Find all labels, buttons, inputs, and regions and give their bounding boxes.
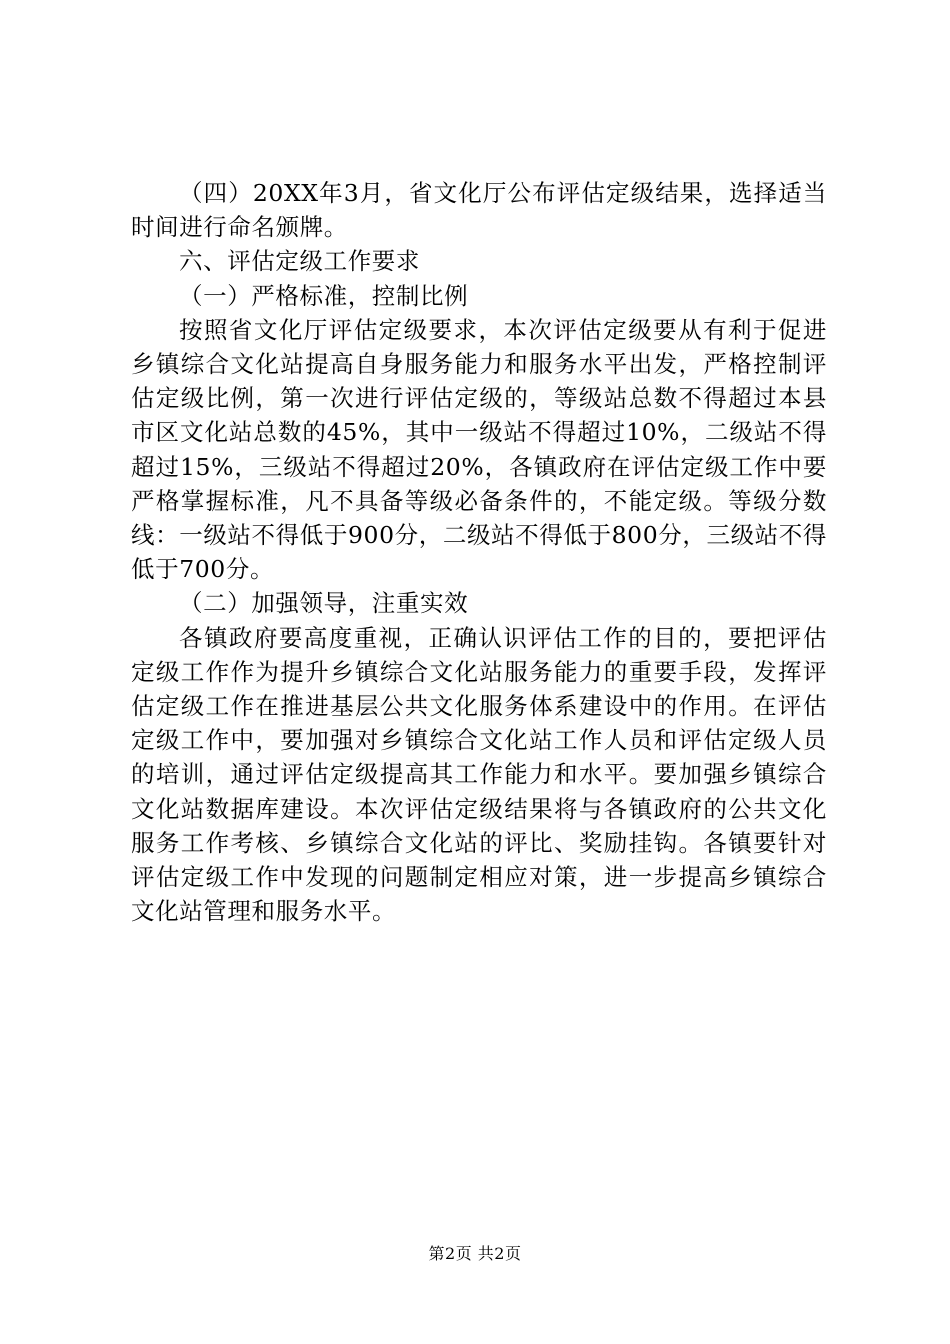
- subheading-strengthen-leadership: （二）加强领导，注重实效: [179, 589, 469, 618]
- section-heading-requirements: 六、评估定级工作要求: [179, 247, 420, 276]
- paragraph-strengthen-leadership: 各镇政府要高度重视，正确认识评估工作的目的，要把评估定级工作作为提升乡镇综合文化站服务能力的重要手段，发挥评估定级工作在推进基层公共文化服务体系建设中的作用。在评估定级工作中，要加强对乡镇综合文化站工作人员和评估定级人员的培训，通过评估定级提高其工作能力和水平。要加强乡镇综合文化站数据库建设。本次评估定级结果将与各镇政府的公共文化服务工作考核、乡镇综合文化站的评比、奖励挂钩。各镇要针对评估定级工作中发现的问题制定相应对策，进一步提高乡镇综合文化站管理和服务水平。: [131, 623, 827, 926]
- paragraph-schedule-item-4: （四）20XX年3月，省文化厅公布评估定级结果，选择适当时间进行命名颁牌。: [131, 179, 827, 242]
- document-body: [131, 176, 827, 928]
- paragraph-strict-standards: 按照省文化厅评估定级要求，本次评估定级要从有利于促进乡镇综合文化站提高自身服务能力和服务水平出发，严格控制评估定级比例，第一次进行评估定级的，等级站总数不得超过本县市区文化站总数的45%，其中一级站不得超过10%，二级站不得超过15%，三级站不得超过20%，各镇政府在评估定级工作中要严格掌握标准，凡不具备等级必备条件的，不能定级。等级分数线：一级站不得低于900分，二级站不得低于800分，三级站不得低于700分。: [131, 315, 827, 584]
- subheading-strict-standards: （一）严格标准，控制比例: [179, 281, 469, 310]
- page-footer: 第2页 共2页: [428, 1244, 522, 1263]
